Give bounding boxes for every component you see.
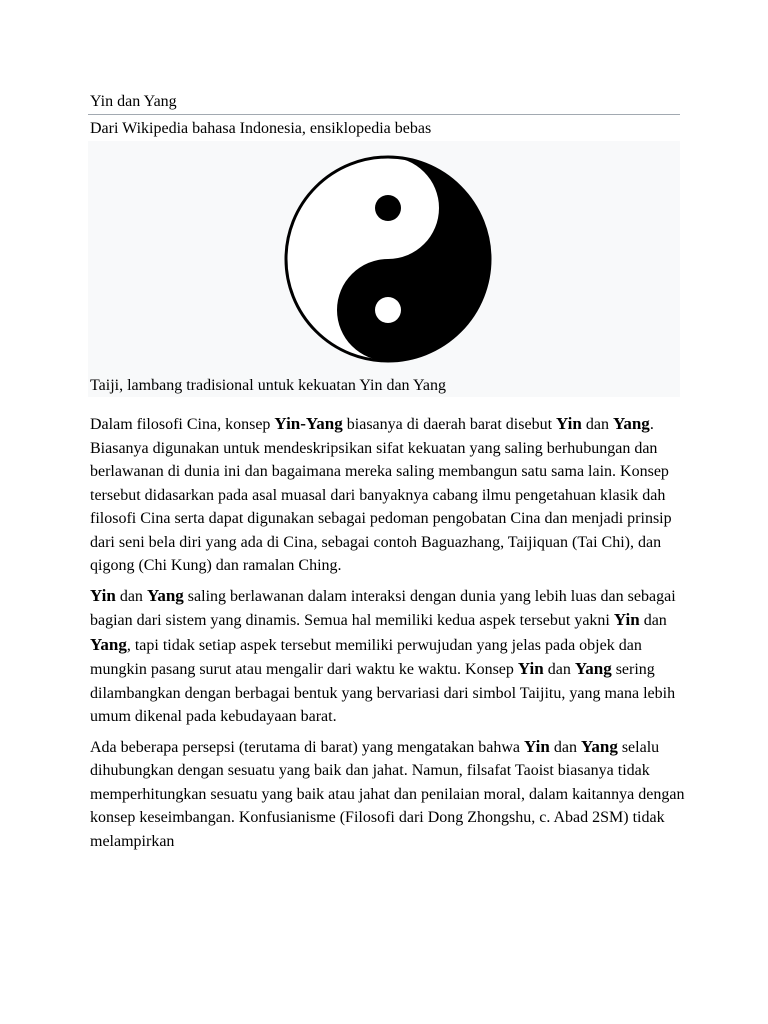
paragraph-2: Yin dan Yang saling berlawanan dalam interaksi dengan dunia yang lebih luas dan sebagai bagian dari sistem yang dinamis. Semua hal memiliki kedua aspek tersebut yakni Yin dan Yang, tapi tidak setiap aspek tersebut memiliki perwujudan yang jelas pada objek dan mungkin pasang surut atau mengalir dari waktu ke waktu. Konsep Yin dan Yang sering dilambangkan dengan berbagai bentuk yang bervariasi dari simbol Taijitu, yang mana lebih umum dikenal pada kebudayaan barat.: [90, 585, 676, 725]
paragraph-3: Ada beberapa persepsi (terutama di barat) yang mengatakan bahwa Yin dan Yang selalu dihubungkan dengan sesuatu yang baik dan jahat. Namun, filsafat Taoist biasanya tidak memperhitungkan sesuatu yang baik atau jahat dan penilaian moral, dalam kaitannya dengan konsep keseimbangan. Konfusianisme (Filosofi dari Dong Zhongshu, c. Abad 2SM) tidak melampirkan: [90, 736, 685, 850]
yin-yang-icon: [283, 154, 493, 364]
page-subtitle: Dari Wikipedia bahasa Indonesia, ensiklopedia bebas: [90, 120, 432, 137]
title-divider: [88, 114, 680, 115]
page-title: Yin dan Yang: [90, 93, 177, 110]
figure-caption: Taiji, lambang tradisional untuk kekuatan Yin dan Yang: [90, 377, 447, 394]
paragraph-1: Dalam filosofi Cina, konsep Yin-Yang biasanya di daerah barat disebut Yin dan Yang. Biasanya digunakan untuk mendeskripsikan sifat kekuatan yang saling berhubungan dan berlawanan di dunia ini dan bagaimana mereka saling membangun satu sama lain. Konsep tersebut didasarkan pada asal muasal dari banyaknya cabang ilmu pengetahuan klasik dah filosofi Cina serta dapat digunakan sebagai pedoman pengobatan Cina dan menjadi prinsip dari seni bela diri yang ada di Cina, sebagai contoh Baguazhang, Taijiquan (Tai Chi), dan qigong (Chi Kung) dan ramalan Ching.: [90, 414, 672, 574]
article-body: [90, 412, 690, 859]
figure-box: [88, 141, 680, 397]
